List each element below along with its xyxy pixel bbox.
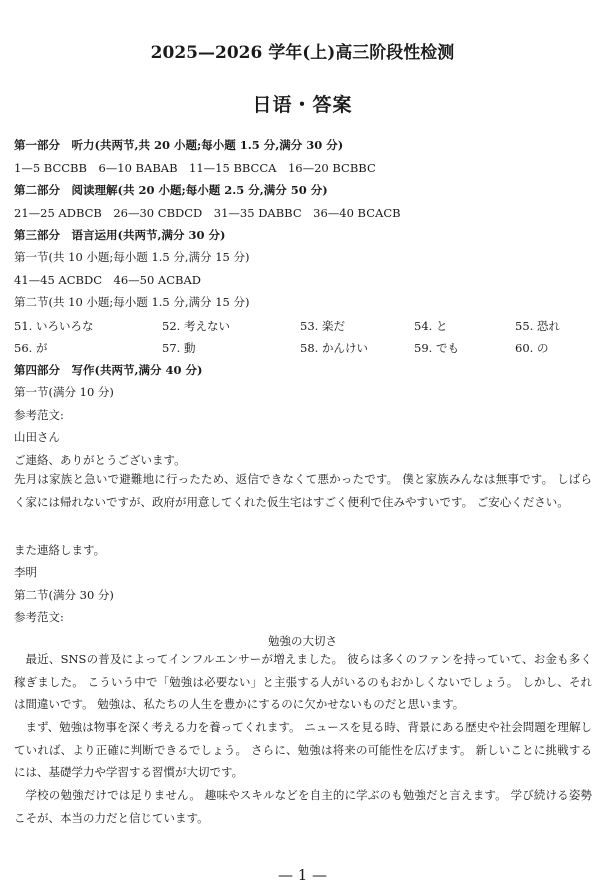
exam-title: 2025—2026 学年(上)高三阶段性检测 xyxy=(150,43,455,63)
fill-in-answers-grid xyxy=(14,318,592,358)
part2-heading: 第二部分 阅读理解(共 20 小题;每小题 2.5 分,满分 50 分) xyxy=(14,183,328,197)
part4-heading: 第四部分 写作(共两节,满分 40 分) xyxy=(14,363,203,377)
fill-answer-56: 56. が xyxy=(14,341,48,355)
fill-answer-57: 57. 動 xyxy=(162,341,196,355)
fill-answer-54: 54. と xyxy=(414,319,448,333)
essay-paragraph-1: 最近、SNSの普及によってインフルエンサーが増えました。 彼らは多くのファンを持っていて、お金も多く稼ぎました。 こういう中で「勉強は必要ない」と主張する人がいるのもおかしくないでしょう。 しかし、それは間違いです。 勉強は、私たちの人生を豊かにするのに欠かせないものだと思います。 xyxy=(14,652,592,711)
part3-section1-heading: 第一节(共 10 小题;每小题 1.5 分,满分 15 分) xyxy=(14,250,250,264)
fill-answer-59: 59. でも xyxy=(414,341,459,355)
letter-opening: ご連絡、ありがとうございます。 xyxy=(14,453,186,467)
fill-answer-60: 60. の xyxy=(515,341,549,355)
essay-paragraph-3: 学校の勉強だけでは足りません。 趣味やスキルなどを自主的に学ぶのも勉強だと言えます。 学び続ける姿勢こそが、本当の力だと信じています。 xyxy=(14,788,592,825)
part1-heading: 第一部分 听力(共两节,共 20 小题;每小题 1.5 分,满分 30 分) xyxy=(14,138,344,152)
essay-title: 勉強の大切さ xyxy=(268,634,337,648)
essay-paragraph-2: まず、勉強は物事を深く考える力を養ってくれます。 ニュースを見る時、背景にある歴史や社会問題を理解していれば、より正確に判断できるでしょう。 さらに、勉強は将来の可能性を広げます。 新しいことに挑戦するには、基礎学力や学習する習慣が大切です。 xyxy=(14,720,592,779)
part4-section2-heading: 第二节(满分 30 分) xyxy=(14,588,114,602)
fill-answer-55: 55. 恐れ xyxy=(515,319,560,333)
fill-answer-52: 52. 考えない xyxy=(162,319,230,333)
answer-subtitle: 日语・答案 xyxy=(252,94,353,116)
page-number: — 1 — xyxy=(277,866,328,884)
part4-section1-ref-label: 参考范文: xyxy=(14,408,64,422)
part2-answers: 21—25 ADBCB 26—30 CBDCD 31—35 DABBC 36—40 BCACB xyxy=(14,206,401,220)
part4-section1-heading: 第一节(满分 10 分) xyxy=(14,385,114,399)
letter-salutation: 山田さん xyxy=(14,430,60,444)
fill-answer-58: 58. かんけい xyxy=(300,341,368,355)
part3-heading: 第三部分 语言运用(共两节,满分 30 分) xyxy=(14,228,226,242)
letter-body: 先月は家族と急いで避難地に行ったため、返信できなくて悪かったです。 僕と家族みんなは無事です。 しばらく家には帰れないですが、政府が用意してくれた仮生宅はすごく便利で住みやすいです。 ご安心ください。 xyxy=(14,472,592,509)
part4-section2-ref-label: 参考范文: xyxy=(14,610,64,624)
part3-section2-heading: 第二节(共 10 小题;每小题 1.5 分,满分 15 分) xyxy=(14,295,250,309)
letter-signature: 李明 xyxy=(14,565,37,579)
letter-closing: また連絡します。 xyxy=(14,543,106,557)
part3-section1-answers: 41—45 ACBDC 46—50 ACBAD xyxy=(14,273,201,287)
fill-answer-53: 53. 楽だ xyxy=(300,319,345,333)
part1-answers: 1—5 BCCBB 6—10 BABAB 11—15 BBCCA 16—20 BCBBC xyxy=(14,161,376,175)
fill-answer-51: 51. いろいろな xyxy=(14,319,94,333)
